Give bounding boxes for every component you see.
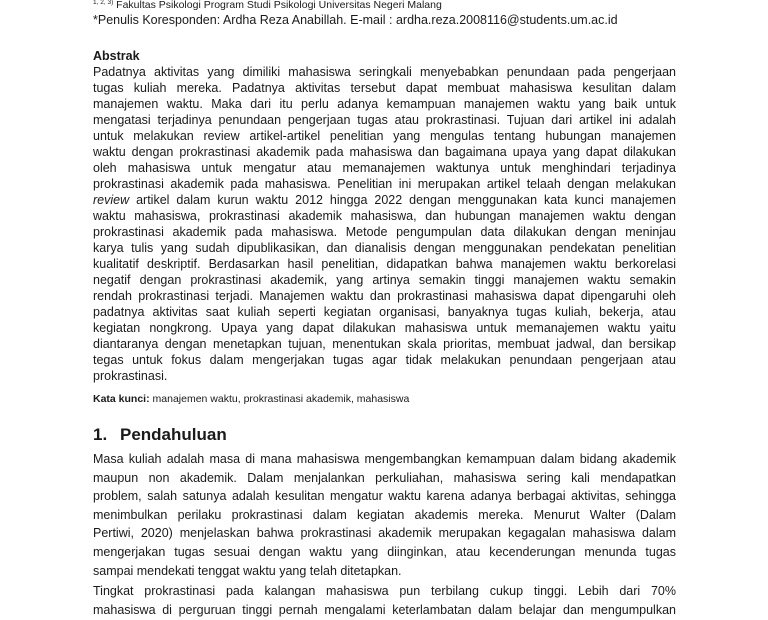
affiliation	[93, 0, 442, 12]
body-line: Masa kuliah adalah masa di mana mahasiswa mengembangkan kemampuan dalam bidang akademik	[93, 452, 676, 466]
abstract-line: padatnya aktivitas saat kuliah seperti kegiatan organisasi, banyaknya tugas kuliah, bekerja, atau	[93, 305, 676, 319]
abstract-line: tugas kuliah mereka. Padatnya aktivitas tersebut dapat membuat mahasiswa kesulitan dalam	[93, 81, 676, 95]
body-line: mahasiswa di perguruan tinggi pernah mengalami keterlambatan dalam belajar dan mengumpulkan	[93, 602, 676, 617]
abstract-line: mengatasi terjadinya penundaan pengerjaan tugas atau prokrastinasi. Tujuan dari artikel ini adalah	[93, 113, 676, 127]
abstract-line: kualitatif deskriptif. Berdasarkan hasil penelitian, didapatkan bahwa manajemen waktu berkorelasi	[93, 257, 676, 271]
intro-paragraph-2	[93, 582, 676, 619]
abstract-line: karya tulis yang sudah dipublikasikan, dan dianalisis dengan menggunakan pendekatan penelitian	[93, 241, 676, 255]
abstract-title: Abstrak	[93, 49, 140, 63]
body-line: mengerjakan tugas sesuai dengan waktu yang diinginkan, atau kecenderungan menunda tugas	[93, 544, 676, 559]
abstract-line: negatif dengan prokrastinasi akademik, yang artinya semakin tinggi manajemen waktu semakin	[93, 273, 676, 287]
body-line: maupun non akademik. Dalam menjalankan perkuliahan, mahasiswa sering kali mendapatkan	[93, 470, 676, 485]
body-line: problem, salah satunya adalah kesulitan mengatur waktu karena adanya berbagai aktivitas, sehingga	[93, 489, 676, 504]
section-title: Pendahuluan	[120, 425, 227, 444]
abstract-line: kegiatan nongkrong. Upaya yang dapat dilakukan mahasiswa untuk memanajemen waktu yaitu	[93, 321, 676, 335]
section-heading	[93, 424, 227, 446]
abstract-line: tegas untuk fokus dalam mengerjakan tugas agar tidak melakukan penundaan pengerjaan atau	[93, 353, 676, 367]
affiliation-superscript: 1, 2, 3)	[93, 0, 114, 6]
abstract-line: oleh mahasiswa untuk mengatur atau memanajemen waktunya untuk menghindari terjadinya	[93, 161, 676, 175]
abstract-line: waktu dengan prokrastinasi akademik pada mahasiswa dan bagaimana upaya yang dapat dilakukan	[93, 145, 676, 159]
abstract-line: manajemen waktu. Maka dari itu perlu adanya kemampuan manajemen waktu yang baik untuk	[93, 97, 676, 111]
abstract-line: untuk melakukan review artikel-artikel penelitian yang mengulas tentang hubungan manajemen	[93, 129, 676, 143]
abstract-line-with-italic	[93, 192, 676, 208]
keywords-text: manajemen waktu, prokrastinasi akademik, mahasiswa	[152, 393, 410, 405]
body-line: sampai mendekati tenggat waktu yang telah ditetapkan.	[93, 563, 402, 578]
body-line: menimbulkan perilaku prokrastinasi dalam kegiatan akademis mereka. Menurut Walter (Dalam	[93, 507, 676, 522]
abstract-line: Padatnya aktivitas yang dimiliki mahasiswa seringkali menyebabkan penundaan pada pengerjaan	[93, 65, 676, 79]
abstract-line: prokrastinasi akademik pada mahasiswa. Penelitian ini merupakan artikel telaah dengan melakukan	[93, 177, 676, 191]
section-number: 1.	[93, 425, 108, 444]
intro-paragraph-1	[93, 450, 676, 580]
keywords	[93, 392, 409, 406]
affiliation-text: Fakultas Psikologi Program Studi Psikologi Universitas Negeri Malang	[116, 0, 442, 11]
abstract-line-rest: artikel dalam kurun waktu 2012 hingga 2022 dengan menggunakan kata kunci manajemen	[136, 193, 676, 207]
corresponding-author: *Penulis Koresponden: Ardha Reza Anabillah. E-mail : ardha.reza.2008116@students.um.ac.id	[93, 13, 618, 27]
body-line: Pertiwi, 2020) menjelaskan bahwa prokrastinasi akademik merupakan kegagalan mahasiswa dalam	[93, 526, 676, 541]
keywords-label: Kata kunci:	[93, 393, 150, 405]
abstract-line: rendah prokrastinasi terjadi. Manajemen waktu dan prokrastinasi mahasiswa dapat dipengaruhi oleh	[93, 289, 676, 303]
italic-review-word: review	[93, 193, 130, 207]
abstract-line: waktu mahasiswa, prokrastinasi akademik mahasiswa, dan hubungan manajemen waktu dengan	[93, 209, 676, 223]
abstract-body	[93, 64, 676, 384]
abstract-line: prokrastinasi.	[93, 369, 168, 383]
body-line: Tingkat prokrastinasi pada kalangan mahasiswa pun terbilang cukup tinggi. Lebih dari 70%	[93, 584, 676, 598]
abstract-line: prokrastinasi akademik pada mahasiswa. Metode pengumpulan data dilakukan dengan meninjau	[93, 225, 676, 239]
abstract-line: diantaranya dengan menetapkan tujuan, menentukan skala prioritas, membuat jadwal, dan bersikap	[93, 337, 676, 351]
